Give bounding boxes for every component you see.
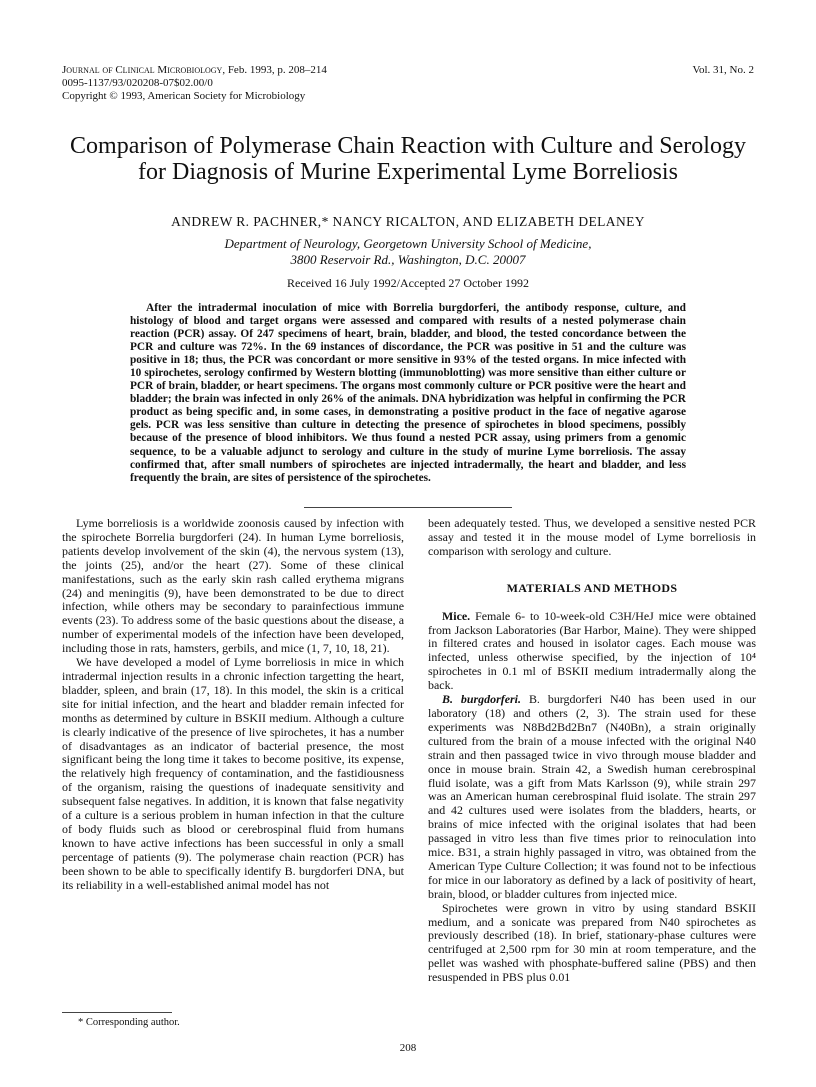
page-number: 208 bbox=[399, 1042, 417, 1054]
affiliation-line-2: 3800 Reservoir Rd., Washington, D.C. 20007 bbox=[290, 252, 526, 267]
authors: ANDREW R. PACHNER,* NANCY RICALTON, AND ELIZABETH DELANEY bbox=[171, 214, 645, 229]
borrelia-paragraph bbox=[428, 693, 756, 902]
abstract-divider bbox=[304, 507, 512, 508]
article-code: 0095-1137/93/020208-07$02.00/0 bbox=[62, 77, 213, 89]
copyright: Copyright © 1993, American Society for Microbiology bbox=[62, 90, 306, 102]
mice-text: Female 6- to 10-week-old C3H/HeJ mice were obtained from Jackson Laboratories (Bar Harbor, Maine). They were shipped in filtered crates and housed in isolator cages. Each mouse was infected, unless otherwise specified, by the injection of 10⁴ spirochetes in 0.1 ml of BSKII medium intradermally along the back. bbox=[428, 608, 757, 693]
section-heading-methods: MATERIALS AND METHODS bbox=[506, 580, 678, 595]
received-dates: Received 16 July 1992/Accepted 27 October 1992 bbox=[287, 276, 529, 290]
affiliation bbox=[60, 236, 756, 268]
mice-label: Mice. bbox=[442, 608, 471, 623]
intro-paragraph-1: Lyme borreliosis is a worldwide zoonosis caused by infection with the spirochete Borrelia burgdorferi (24). In human Lyme borreliosis, patients develop involvement of the skin (4), the nervous system (13), the joints (25), and/or the heart (27). Some of these clinical manifestations, such as the early skin rash called erythema migrans (24) and meningitis (9), have been demonstrated to be due to direct infection, while others may be secondary to parainfectious immune events (23). To address some of the basic questions about the disease, a number of experimental models of the infection have been developed, including those in rats, hamsters, gerbils, and mice (1, 7, 10, 18, 21). bbox=[62, 516, 404, 656]
right-column bbox=[428, 517, 756, 985]
abstract: After the intradermal inoculation of mice with Borrelia burgdorferi, the antibody response, culture, and histology of blood and target organs were assessed and compared with results of a nested polymerase chain reaction (PCR) assay. Of 247 specimens of heart, brain, bladder, and blood, the tested concordance between the PCR and culture was 72%. In the 69 instances of discordance, the PCR was positive in 51 and the culture was positive in 18; thus, the PCR was concordant or more sensitive in 93% of the tested organs. In mice infected with 10 spirochetes, serology confirmed by Western blotting (immunoblotting) was more sensitive than either culture or PCR of brain, bladder, or heart specimens. The organs most commonly culture or PCR positive were the heart and bladder; the brain was infected in only 26% of the animals. DNA hybridization was helpful in confirming the PCR product as being specific and, in some cases, in demonstrating a positive product in the face of negative agarose gels. PCR was less sensitive than culture in detecting the presence of spirochetes in blood specimens, possibly because of the presence of blood inhibitors. We thus found a nested PCR assay, using primers from a genomic sequence, to be a valuable adjunct to serology and culture in the study of murine Lyme borreliosis. The assay confirmed that, after small numbers of spirochetes are injected intradermally, the heart and bladder, and less frequently the brain, are sites of persistence of the spirochetes. bbox=[130, 302, 686, 484]
intro-continuation: been adequately tested. Thus, we developed a sensitive nested PCR assay and tested it in the mouse model of Lyme borreliosis in comparison with serology and culture. bbox=[428, 516, 756, 558]
mice-paragraph bbox=[428, 610, 756, 693]
article-title: Comparison of Polymerase Chain Reaction with Culture and Serology for Diagnosis of Murine Experimental Lyme Borreliosis bbox=[70, 133, 746, 185]
footnote-divider bbox=[62, 1012, 172, 1013]
intro-paragraph-2: We have developed a model of Lyme borreliosis in mice in which intradermal injection results in a chronic infection targetting the heart, bladder, spleen, and brain (17, 18). In this model, the skin is a critical site for initial infection, and the heart and bladder remain infected for months as determined by culture in BSKII medium. Although a culture is clearly indicative of the presence of live spirochetes, it has a number of disadvantages as an indicator of bacterial presence, the most significant being the long time it takes to become positive, its expense, the relatively high frequency of contamination, and the fastidiousness of the organism, raising the questions of inadequate sensitivity and subsequent false negatives. In addition, it is known that false negativity of a culture is a serious problem in human infection in that the culture of body fluids such as blood or cerebrospinal fluid from humans known to have active infections has been successful in only a small percentage of patients (9). The polymerase chain reaction (PCR) has been shown to be able to specifically identify B. burgdorferi DNA, but its reliability in a well-established animal model has not bbox=[62, 655, 404, 892]
borrelia-label: B. burgdorferi. bbox=[442, 692, 521, 707]
issue-date: , Feb. 1993, p. 208–214 bbox=[222, 64, 327, 76]
volume-info: Vol. 31, No. 2 bbox=[692, 64, 754, 76]
spirochete-paragraph: Spirochetes were grown in vitro by using standard BSKII medium, and a sonicate was prepared from N40 spirochetes as previously described (18). In brief, stationary-phase cultures were centrifuged at 2,500 rpm for 30 min at room temperature, and the pellet was washed with phosphate-buffered saline (PBS) and then resuspended in PBS plus 0.01 bbox=[428, 900, 756, 985]
footnote: * Corresponding author. bbox=[78, 1017, 180, 1028]
journal-header bbox=[62, 64, 562, 103]
borrelia-text: B. burgdorferi N40 has been used in our laboratory (18) and others (2, 3). The strain used for these experiments was N8Bd2Bd2Bn7 (N40Bn), a strain originally cultured from the brain of a mouse infected with the original N40 strain and then passaged twice in vivo through mouse bladder and once in mouse brain. Strain 42, a Swedish human cerebrospinal fluid isolate, was a gift from Mats Karlsson (9), while strain 297 was an American human cerebrospinal fluid isolate. The strain 297 and 42 cultures used were isolates from the bladders, hearts, or brains of mice infected with the original isolates that had been passaged in vitro less than five times prior to reinoculation into mice. B31, a strain highly passaged in vitro, was obtained from the American Type Culture Collection; it was found not to be infectious for mice in our laboratory as defined by a lack of positivity of heart, brain, blood, or bladder cultures from injected mice. bbox=[428, 692, 756, 901]
journal-name: Journal of Clinical Microbiology bbox=[62, 64, 223, 76]
affiliation-line-1: Department of Neurology, Georgetown University School of Medicine, bbox=[224, 236, 592, 251]
left-column bbox=[62, 517, 404, 892]
